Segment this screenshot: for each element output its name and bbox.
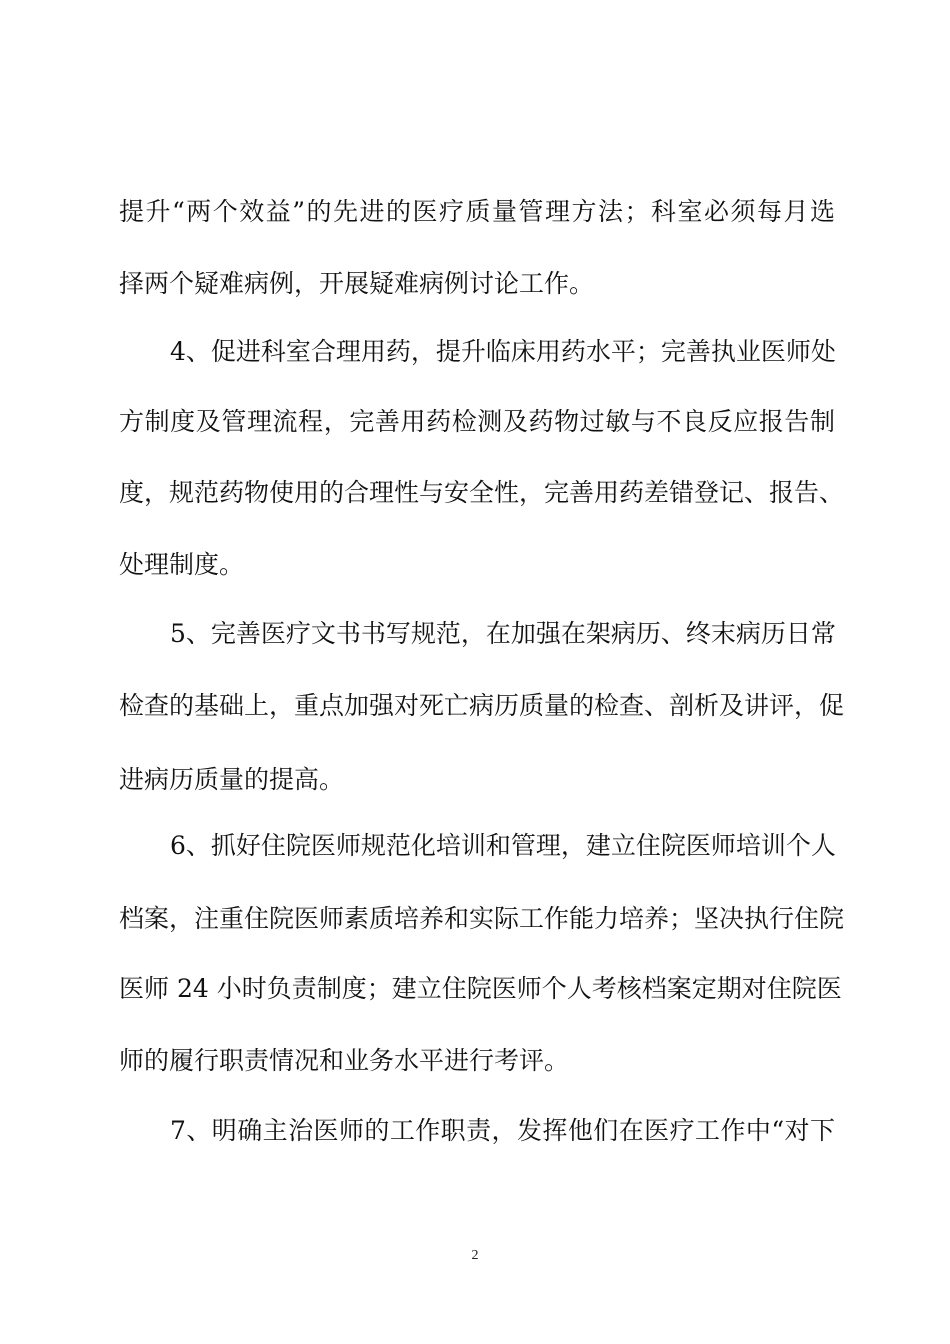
text-line: 档案，注重住院医师素质培养和实际工作能力培养；坚决执行住院: [119, 904, 845, 933]
paragraph-6-start: 6、抓好住院医师规范化培训和管理，建立住院医师培训个人: [170, 831, 836, 860]
paragraph-5-start: 5、完善医疗文书书写规范，在加强在架病历、终末病历日常: [170, 619, 836, 648]
text-line: 择两个疑难病例，开展疑难病例讨论工作。: [119, 269, 595, 298]
text-line: 进病历质量的提高。: [119, 765, 345, 794]
text-line: 方制度及管理流程，完善用药检测及药物过敏与不良反应报告制: [119, 407, 835, 436]
text-line: 师的履行职责情况和业务水平进行考评。: [119, 1046, 570, 1075]
text-line: 检查的基础上，重点加强对死亡病历质量的检查、剖析及讲评，促: [119, 691, 845, 720]
page-number: 2: [471, 1248, 479, 1263]
text-line: 提升“两个效益”的先进的医疗质量管理方法；科室必须每月选: [119, 197, 835, 226]
text-line: 度，规范药物使用的合理性与安全性，完善用药差错登记、报告、: [119, 478, 845, 507]
text-line: 医师 24 小时负责制度；建立住院医师个人考核档案定期对住院医: [119, 974, 842, 1003]
text-line: 处理制度。: [119, 550, 245, 579]
paragraph-4-start: 4、促进科室合理用药，提升临床用药水平；完善执业医师处: [170, 337, 836, 366]
paragraph-7-start: 7、明确主治医师的工作职责，发挥他们在医疗工作中“对下: [170, 1116, 835, 1145]
